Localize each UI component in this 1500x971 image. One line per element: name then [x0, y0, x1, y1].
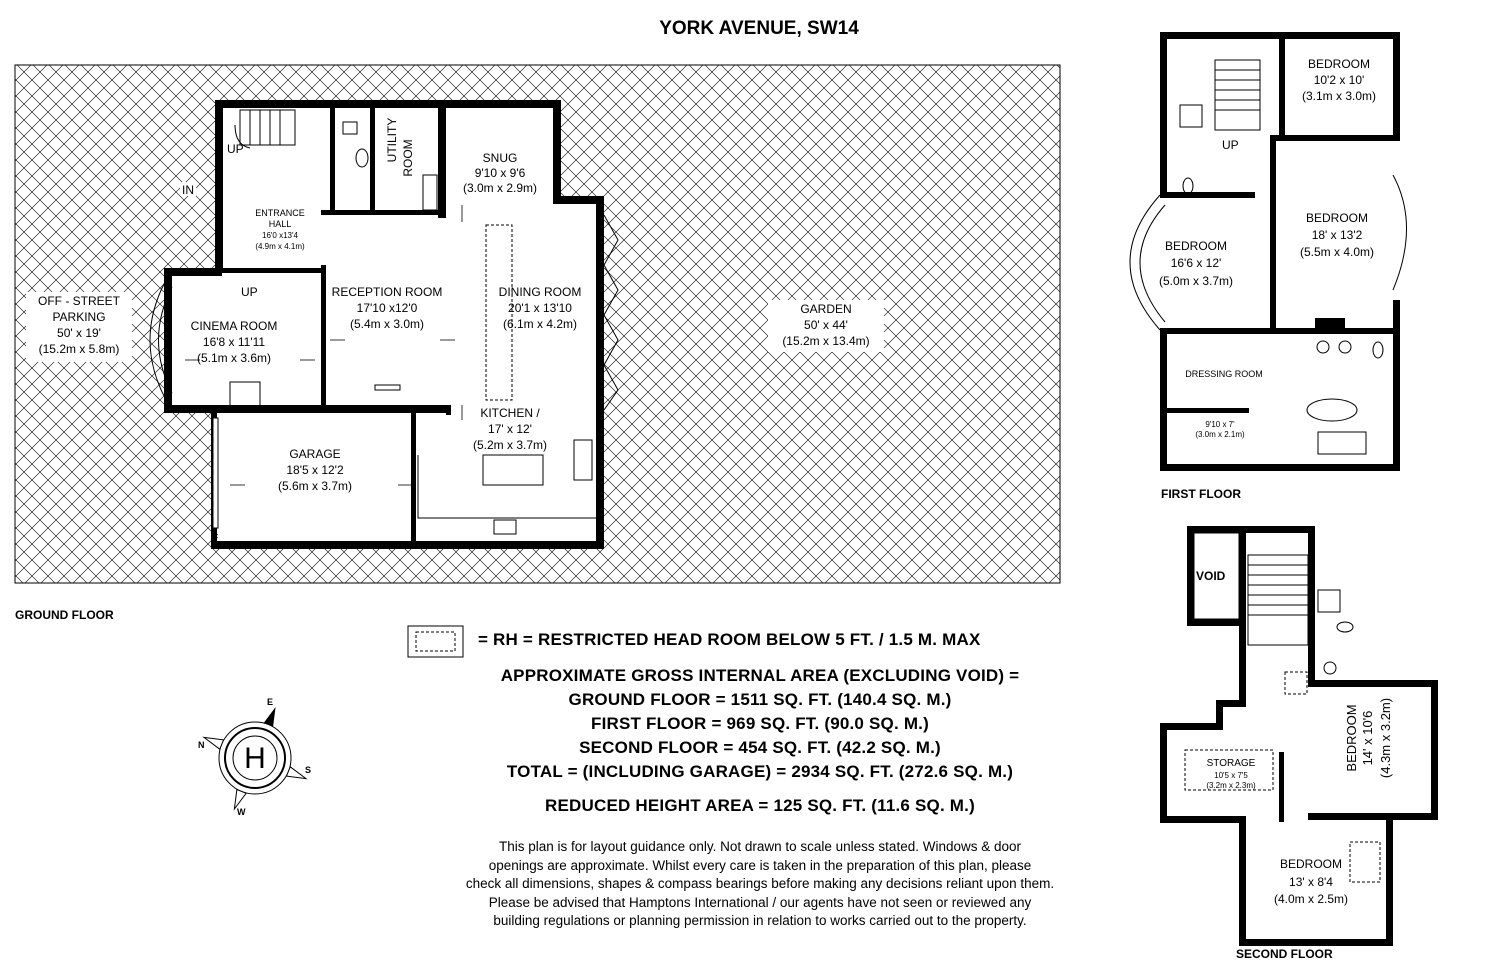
area-second: SECOND FLOOR = 454 SQ. FT. (42.2 SQ. M.) — [579, 738, 941, 757]
kitchen-label: KITCHEN / — [480, 406, 540, 420]
basin-right-icon — [1339, 341, 1351, 353]
dining-label: DINING ROOM — [498, 285, 582, 299]
first-wc-2-icon — [1183, 178, 1193, 194]
snug-dim: 9'10 x 9'6 — [474, 166, 526, 180]
first-floor-plan — [1130, 32, 1407, 501]
compass-n: N — [198, 740, 205, 750]
garden-label: GARDEN — [800, 302, 852, 316]
first-shower-icon — [1180, 105, 1202, 127]
utility-label-2: ROOM — [401, 139, 415, 177]
storage-label: STORAGE — [1206, 758, 1256, 769]
entrance-hall-metric: (4.9m x 4.1m) — [255, 242, 305, 251]
second-bedroom-bottom-label: BEDROOM — [1279, 857, 1343, 871]
disclaimer-line: check all dimensions, shapes & compass bearings before making any decisions reliant upon them. — [465, 876, 1055, 891]
dressing-room-dim: 9'10 x 7' — [1205, 420, 1235, 429]
compass-rose — [198, 697, 311, 817]
second-bath-icon — [1337, 622, 1353, 632]
first-wc-icon — [1373, 342, 1383, 358]
kitchen-metric: (5.2m x 3.7m) — [472, 438, 548, 452]
up-label-cinema: UP — [241, 285, 258, 299]
dining-metric: (6.1m x 4.2m) — [502, 317, 578, 331]
first-bedroom-2-dim: 16'6 x 12' — [1170, 256, 1222, 270]
second-floor-label: SECOND FLOOR — [1236, 947, 1333, 961]
compass-e: E — [267, 697, 274, 707]
cinema-dim: 16'8 x 11'11 — [202, 335, 266, 349]
entrance-hall-label: ENTRANCE — [255, 208, 305, 218]
second-staircase — [1248, 555, 1308, 645]
reception-metric: (5.4m x 3.0m) — [349, 317, 425, 331]
first-bedroom-3-dim: 18' x 13'2 — [1311, 228, 1363, 242]
rh-area-1 — [1285, 672, 1307, 694]
rh-legend-swatch — [416, 632, 455, 651]
parking-label-2: PARKING — [52, 310, 106, 324]
compass-w: W — [237, 807, 246, 817]
storage-metric: (3.2m x 2.3m) — [1206, 781, 1256, 790]
first-bedroom-1-label: BEDROOM — [1307, 57, 1371, 71]
kitchen-dim: 17' x 12' — [488, 422, 532, 436]
dressing-room-metric: (3.0m x 2.1m) — [1195, 430, 1245, 439]
parking-label: OFF - STREET — [38, 294, 120, 308]
rh-legend-text: = RH = RESTRICTED HEAD ROOM BELOW 5 FT. / 1.5 M. MAX — [478, 630, 981, 649]
compass-logo: H — [244, 742, 266, 775]
rh-area-2 — [1350, 842, 1380, 882]
first-floor-label: FIRST FLOOR — [1161, 487, 1241, 501]
garage-door — [213, 418, 218, 528]
storage-dim: 10'5 x 7'5 — [1214, 771, 1248, 780]
area-summary — [380, 664, 1140, 818]
first-bedroom-1-metric: (3.1m x 3.0m) — [1301, 89, 1377, 103]
ground-floor-plan — [15, 65, 1060, 622]
plan-title: YORK AVENUE, SW14 — [659, 18, 859, 39]
garage-metric: (5.6m x 3.7m) — [277, 479, 353, 493]
garage-dim: 18'5 x 12'2 — [286, 463, 344, 477]
cinema-metric: (5.1m x 3.6m) — [196, 351, 272, 365]
utility-label-1: UTILITY — [385, 117, 399, 163]
bathtub-icon — [1307, 399, 1357, 421]
second-bedroom-bottom-metric: (4.0m x 2.5m) — [1273, 892, 1349, 906]
disclaimer-block — [360, 838, 1160, 931]
first-bedroom-3-metric: (5.5m x 4.0m) — [1299, 245, 1375, 259]
area-total: TOTAL = (INCLUDING GARAGE) = 2934 SQ. FT. (272.6 SQ. M.) — [506, 762, 1014, 781]
first-up-label: UP — [1222, 138, 1239, 152]
area-ground: GROUND FLOOR = 1511 SQ. FT. (140.4 SQ. M.) — [568, 690, 952, 709]
disclaimer-line: Please be advised that Hamptons International / our agents have not seen or reviewed any — [488, 894, 1032, 910]
first-staircase — [1215, 60, 1260, 130]
garden-metric: (15.2m x 13.4m) — [782, 334, 870, 348]
reception-label: RECEPTION ROOM — [331, 285, 443, 299]
dressing-room-label: DRESSING ROOM — [1185, 369, 1263, 379]
dining-dim: 20'1 x 13'10 — [508, 301, 572, 315]
up-label-hall: UP — [227, 142, 244, 156]
shower-icon — [1318, 432, 1366, 454]
entrance-hall-label-2: HALL — [268, 219, 292, 229]
area-reduced: REDUCED HEIGHT AREA = 125 SQ. FT. (11.6 SQ. M.) — [545, 796, 975, 815]
garden-dim: 50' x 44' — [804, 318, 848, 332]
disclaimer-line: openings are approximate. Whilst every care is taken in the preparation of this plan, please — [488, 857, 1032, 873]
basin-left-icon — [1317, 341, 1329, 353]
second-bedroom-bottom-dim: 13' x 8'4 — [1289, 875, 1333, 889]
area-first: FIRST FLOOR = 969 SQ. FT. (90.0 SQ. M.) — [591, 714, 929, 733]
disclaimer-line: building regulations or planning permission in relation to works carried out to the property. — [493, 913, 1027, 928]
second-bedroom-side-metric: (4.3m x 3.2m) — [1378, 697, 1393, 779]
parking-dim: 50' x 19' — [57, 326, 101, 340]
void-label: VOID — [1196, 569, 1226, 583]
second-floor-plan — [1160, 526, 1438, 961]
reception-dim: 17'10 x12'0 — [356, 301, 418, 315]
entrance-hall-dim: 16'0 x13'4 — [262, 231, 298, 240]
snug-label: SNUG — [482, 151, 518, 165]
second-bedroom-side-label: BEDROOM — [1344, 704, 1359, 772]
compass-s: S — [305, 765, 312, 775]
area-heading: APPROXIMATE GROSS INTERNAL AREA (EXCLUDING VOID) = — [500, 666, 1020, 685]
ground-floor-label: GROUND FLOOR — [15, 608, 114, 622]
in-label: IN — [182, 183, 194, 197]
first-bay-window-inner — [1140, 205, 1165, 322]
second-shower-icon — [1318, 590, 1340, 612]
second-basin-icon — [1324, 662, 1336, 674]
first-bedroom-3-label: BEDROOM — [1305, 211, 1369, 225]
first-labels — [1159, 57, 1376, 439]
second-bedroom-side-dim: 14' x 10'6 — [1360, 710, 1375, 766]
garage-label: GARAGE — [289, 447, 341, 461]
disclaimer-line: This plan is for layout guidance only. Not drawn to scale unless stated. Windows & door — [498, 839, 1022, 854]
first-bedroom-1-dim: 10'2 x 10' — [1313, 73, 1365, 87]
cinema-label: CINEMA ROOM — [190, 319, 278, 333]
parking-metric: (15.2m x 5.8m) — [38, 342, 120, 356]
first-bedroom-2-label: BEDROOM — [1164, 239, 1228, 253]
first-bedroom-2-metric: (5.0m x 3.7m) — [1158, 274, 1234, 288]
first-bay-window-right — [1393, 175, 1407, 290]
snug-metric: (3.0m x 2.9m) — [462, 181, 538, 195]
